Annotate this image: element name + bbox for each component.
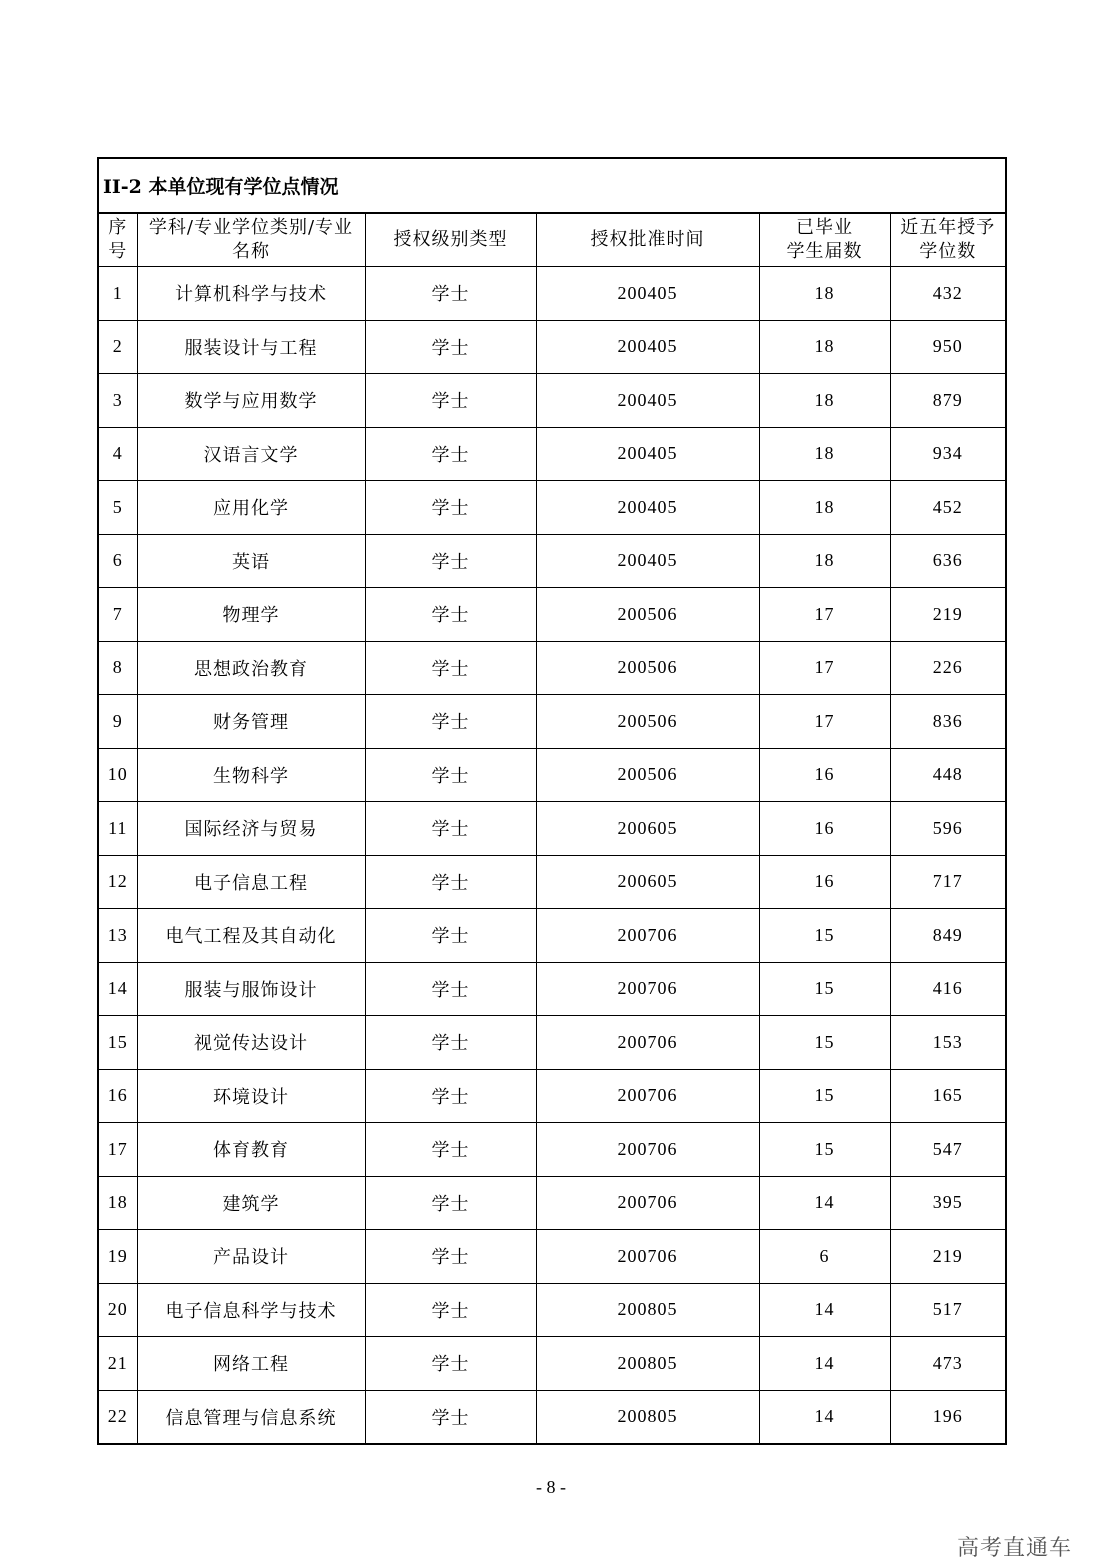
cell-approval-time: 200805 — [536, 1283, 759, 1337]
header-seq-line2: 号 — [108, 241, 128, 262]
cell-name: 生物科学 — [137, 748, 365, 802]
cell-level: 学士 — [365, 962, 536, 1016]
cell-name: 体育教育 — [137, 1123, 365, 1177]
cell-approval-time: 200405 — [536, 320, 759, 374]
cell-name: 思想政治教育 — [137, 641, 365, 695]
cell-seq: 21 — [98, 1337, 137, 1391]
cell-seq: 15 — [98, 1016, 137, 1070]
table-row — [98, 588, 1006, 642]
cell-name: 电气工程及其自动化 — [137, 909, 365, 963]
cell-level: 学士 — [365, 320, 536, 374]
cell-level: 学士 — [365, 1337, 536, 1391]
cell-approval-time: 200706 — [536, 1230, 759, 1284]
cell-degrees: 165 — [890, 1069, 1006, 1123]
cell-graduated: 15 — [759, 1123, 890, 1177]
cell-seq: 3 — [98, 374, 137, 428]
table-row — [98, 962, 1006, 1016]
table-row — [98, 1283, 1006, 1337]
table-row — [98, 1069, 1006, 1123]
table-row — [98, 427, 1006, 481]
cell-name: 网络工程 — [137, 1337, 365, 1391]
header-seq-line1: 序 — [108, 217, 128, 238]
cell-degrees: 219 — [890, 588, 1006, 642]
header-seq — [98, 213, 137, 267]
table-row — [98, 1390, 1006, 1444]
cell-degrees: 452 — [890, 481, 1006, 535]
cell-graduated: 18 — [759, 320, 890, 374]
cell-level: 学士 — [365, 481, 536, 535]
cell-seq: 8 — [98, 641, 137, 695]
cell-approval-time: 200405 — [536, 374, 759, 428]
cell-degrees: 934 — [890, 427, 1006, 481]
table-row — [98, 641, 1006, 695]
cell-approval-time: 200706 — [536, 962, 759, 1016]
cell-degrees: 448 — [890, 748, 1006, 802]
cell-graduated: 14 — [759, 1390, 890, 1444]
cell-seq: 1 — [98, 267, 137, 321]
cell-seq: 5 — [98, 481, 137, 535]
table-row — [98, 1016, 1006, 1070]
cell-graduated: 16 — [759, 748, 890, 802]
cell-seq: 19 — [98, 1230, 137, 1284]
cell-approval-time: 200805 — [536, 1390, 759, 1444]
cell-degrees: 547 — [890, 1123, 1006, 1177]
cell-seq: 11 — [98, 802, 137, 856]
cell-name: 计算机科学与技术 — [137, 267, 365, 321]
cell-name: 电子信息科学与技术 — [137, 1283, 365, 1337]
cell-graduated: 14 — [759, 1337, 890, 1391]
cell-approval-time: 200706 — [536, 909, 759, 963]
cell-name: 产品设计 — [137, 1230, 365, 1284]
cell-graduated: 18 — [759, 534, 890, 588]
table-row — [98, 909, 1006, 963]
cell-seq: 22 — [98, 1390, 137, 1444]
cell-seq: 14 — [98, 962, 137, 1016]
cell-seq: 2 — [98, 320, 137, 374]
cell-level: 学士 — [365, 909, 536, 963]
degree-programs-table — [97, 157, 1007, 1445]
header-graduated — [759, 213, 890, 267]
cell-graduated: 17 — [759, 641, 890, 695]
table-row — [98, 374, 1006, 428]
cell-level: 学士 — [365, 427, 536, 481]
cell-degrees: 153 — [890, 1016, 1006, 1070]
watermark: 高考直通车 — [956, 1536, 1072, 1561]
cell-seq: 4 — [98, 427, 137, 481]
cell-approval-time: 200506 — [536, 695, 759, 749]
cell-level: 学士 — [365, 855, 536, 909]
cell-seq: 16 — [98, 1069, 137, 1123]
cell-degrees: 879 — [890, 374, 1006, 428]
page-number: - 8 - — [536, 1477, 566, 1497]
cell-graduated: 15 — [759, 909, 890, 963]
cell-level: 学士 — [365, 641, 536, 695]
cell-degrees: 517 — [890, 1283, 1006, 1337]
cell-level: 学士 — [365, 802, 536, 856]
table-row — [98, 534, 1006, 588]
cell-name: 物理学 — [137, 588, 365, 642]
cell-name: 服装设计与工程 — [137, 320, 365, 374]
cell-approval-time: 200706 — [536, 1069, 759, 1123]
cell-approval-time: 200706 — [536, 1016, 759, 1070]
cell-level: 学士 — [365, 267, 536, 321]
cell-seq: 20 — [98, 1283, 137, 1337]
cell-seq: 9 — [98, 695, 137, 749]
cell-degrees: 196 — [890, 1390, 1006, 1444]
cell-degrees: 596 — [890, 802, 1006, 856]
cell-graduated: 18 — [759, 267, 890, 321]
cell-approval-time: 200805 — [536, 1337, 759, 1391]
cell-name: 应用化学 — [137, 481, 365, 535]
cell-degrees: 950 — [890, 320, 1006, 374]
cell-approval-time: 200405 — [536, 481, 759, 535]
header-level: 授权级别类型 — [365, 213, 536, 267]
table-row — [98, 267, 1006, 321]
cell-level: 学士 — [365, 534, 536, 588]
cell-graduated: 6 — [759, 1230, 890, 1284]
cell-graduated: 15 — [759, 1069, 890, 1123]
cell-degrees: 416 — [890, 962, 1006, 1016]
cell-approval-time: 200506 — [536, 588, 759, 642]
header-degrees-line1: 近五年授予 — [900, 217, 996, 238]
cell-name: 视觉传达设计 — [137, 1016, 365, 1070]
table-row — [98, 481, 1006, 535]
cell-name: 信息管理与信息系统 — [137, 1390, 365, 1444]
cell-level: 学士 — [365, 695, 536, 749]
cell-name: 服装与服饰设计 — [137, 962, 365, 1016]
cell-name: 财务管理 — [137, 695, 365, 749]
cell-degrees: 395 — [890, 1176, 1006, 1230]
cell-graduated: 18 — [759, 374, 890, 428]
cell-approval-time: 200706 — [536, 1123, 759, 1177]
cell-approval-time: 200405 — [536, 267, 759, 321]
cell-graduated: 18 — [759, 427, 890, 481]
table-row — [98, 1176, 1006, 1230]
cell-graduated: 16 — [759, 855, 890, 909]
cell-level: 学士 — [365, 748, 536, 802]
header-grad-line2: 学生届数 — [786, 241, 863, 262]
cell-seq: 10 — [98, 748, 137, 802]
cell-name: 电子信息工程 — [137, 855, 365, 909]
table-row — [98, 855, 1006, 909]
cell-degrees: 432 — [890, 267, 1006, 321]
cell-seq: 6 — [98, 534, 137, 588]
table-row — [98, 1230, 1006, 1284]
cell-seq: 7 — [98, 588, 137, 642]
cell-level: 学士 — [365, 1069, 536, 1123]
table-row — [98, 802, 1006, 856]
table-row — [98, 748, 1006, 802]
cell-degrees: 717 — [890, 855, 1006, 909]
cell-degrees: 219 — [890, 1230, 1006, 1284]
cell-seq: 12 — [98, 855, 137, 909]
cell-level: 学士 — [365, 1390, 536, 1444]
cell-level: 学士 — [365, 1283, 536, 1337]
header-name-line1: 学科/专业学位类别/专业 — [148, 217, 354, 238]
cell-graduated: 18 — [759, 481, 890, 535]
header-degrees — [890, 213, 1006, 267]
header-approval-time: 授权批准时间 — [536, 213, 759, 267]
cell-seq: 18 — [98, 1176, 137, 1230]
header-row — [98, 213, 1006, 267]
header-name — [137, 213, 365, 267]
cell-level: 学士 — [365, 374, 536, 428]
cell-degrees: 849 — [890, 909, 1006, 963]
cell-level: 学士 — [365, 1016, 536, 1070]
cell-degrees: 836 — [890, 695, 1006, 749]
cell-level: 学士 — [365, 1123, 536, 1177]
cell-name: 建筑学 — [137, 1176, 365, 1230]
header-name-line2: 名称 — [232, 241, 270, 262]
cell-degrees: 473 — [890, 1337, 1006, 1391]
cell-graduated: 14 — [759, 1176, 890, 1230]
cell-approval-time: 200405 — [536, 427, 759, 481]
cell-graduated: 16 — [759, 802, 890, 856]
table-row — [98, 320, 1006, 374]
cell-degrees: 636 — [890, 534, 1006, 588]
table-row — [98, 1337, 1006, 1391]
cell-graduated: 15 — [759, 1016, 890, 1070]
cell-level: 学士 — [365, 1230, 536, 1284]
cell-degrees: 226 — [890, 641, 1006, 695]
cell-approval-time: 200605 — [536, 855, 759, 909]
cell-graduated: 17 — [759, 588, 890, 642]
cell-graduated: 17 — [759, 695, 890, 749]
cell-graduated: 15 — [759, 962, 890, 1016]
table-body — [98, 267, 1006, 1445]
cell-name: 汉语言文学 — [137, 427, 365, 481]
cell-name: 国际经济与贸易 — [137, 802, 365, 856]
cell-approval-time: 200506 — [536, 748, 759, 802]
cell-name: 英语 — [137, 534, 365, 588]
cell-name: 数学与应用数学 — [137, 374, 365, 428]
cell-approval-time: 200405 — [536, 534, 759, 588]
cell-approval-time: 200706 — [536, 1176, 759, 1230]
cell-name: 环境设计 — [137, 1069, 365, 1123]
header-grad-line1: 已毕业 — [796, 217, 853, 238]
cell-seq: 13 — [98, 909, 137, 963]
cell-approval-time: 200506 — [536, 641, 759, 695]
cell-level: 学士 — [365, 1176, 536, 1230]
cell-approval-time: 200605 — [536, 802, 759, 856]
table-title: II-2 本单位现有学位点情况 — [98, 158, 1006, 213]
cell-graduated: 14 — [759, 1283, 890, 1337]
cell-level: 学士 — [365, 588, 536, 642]
table-row — [98, 1123, 1006, 1177]
cell-seq: 17 — [98, 1123, 137, 1177]
header-degrees-line2: 学位数 — [919, 241, 977, 262]
table-row — [98, 695, 1006, 749]
